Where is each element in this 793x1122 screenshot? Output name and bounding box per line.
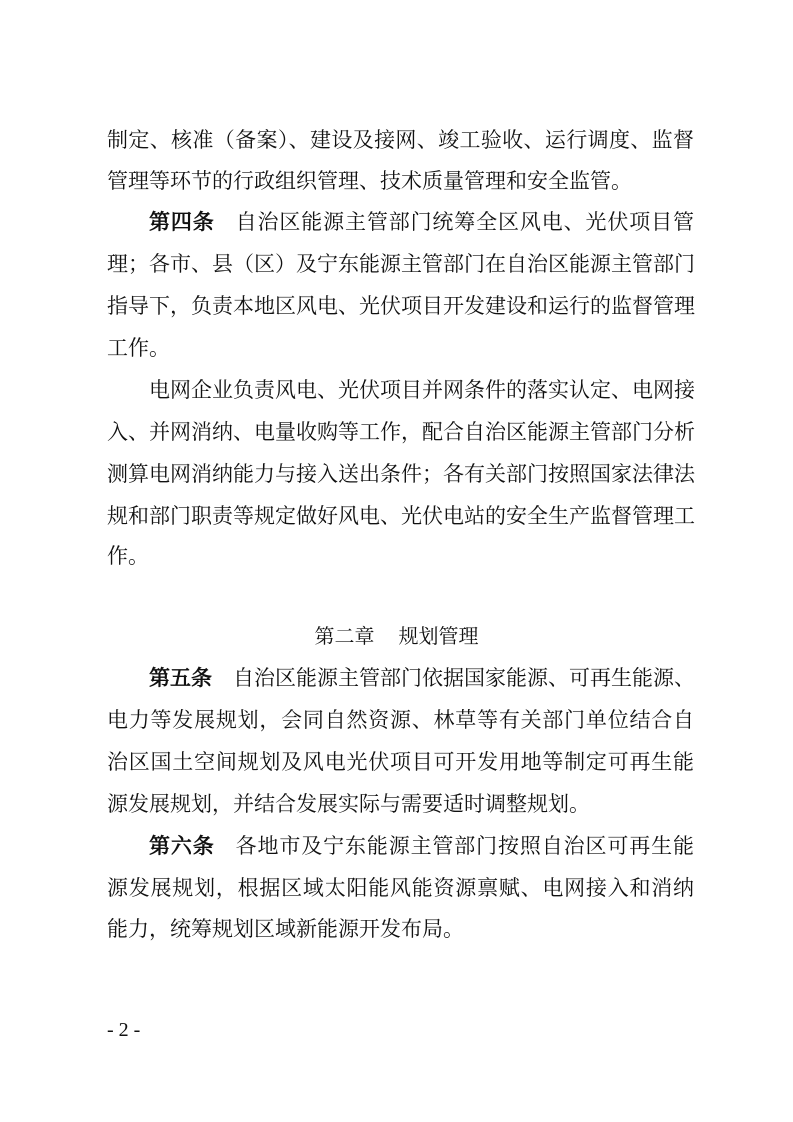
- article-text: 自治区能源主管部门依据国家能源、可再生能源、: [233, 666, 695, 690]
- paragraph-line: 源发展规划，根据区域太阳能风能资源禀赋、电网接入和消纳: [107, 876, 694, 900]
- chapter-number: 第二章: [314, 624, 375, 648]
- article-5-heading: 第五条: [149, 665, 212, 690]
- paragraph-line: 治区国土空间规划及风电光伏项目可开发用地等制定可再生能: [107, 750, 694, 774]
- article-5-line: [149, 657, 694, 699]
- article-text: 各地市及宁东能源主管部门按照自治区可再生能: [235, 834, 694, 858]
- article-text: 自治区能源主管部门统筹全区风电、光伏项目管: [235, 210, 694, 234]
- paragraph-line: 电网企业负责风电、光伏项目并网条件的落实认定、电网接: [149, 378, 695, 402]
- page-number: - 2 -: [107, 1019, 141, 1041]
- paragraph-line: 工作。: [107, 336, 170, 360]
- paragraph-line: 作。: [107, 544, 149, 568]
- paragraph-line: 能力，统筹规划区域新能源开发布局。: [107, 917, 464, 941]
- paragraph-line: 指导下，负责本地区风电、光伏项目开发建设和运行的监督管理: [107, 294, 695, 318]
- paragraph-line: 理；各市、县（区）及宁东能源主管部门在自治区能源主管部门: [107, 252, 695, 276]
- paragraph-line: 入、并网消纳、电量收购等工作，配合自治区能源主管部门分析: [107, 420, 695, 444]
- article-4-heading: 第四条: [149, 209, 215, 234]
- paragraph-line: 制定、核准（备案）、建设及接网、竣工验收、运行调度、监督: [107, 128, 694, 152]
- article-4-line: [149, 201, 694, 243]
- paragraph-line: 规和部门职责等规定做好风电、光伏电站的安全生产监督管理工: [107, 504, 695, 528]
- article-6-heading: 第六条: [149, 833, 215, 858]
- paragraph-line: 电力等发展规划，会同自然资源、林草等有关部门单位结合自: [107, 708, 694, 732]
- article-6-line: [149, 825, 694, 867]
- paragraph-line: 源发展规划，并结合发展实际与需要适时调整规划。: [107, 792, 590, 816]
- paragraph-line: 测算电网消纳能力与接入送出条件；各有关部门按照国家法律法: [107, 462, 695, 486]
- chapter-heading: [0, 615, 793, 657]
- paragraph-line: 管理等环节的行政组织管理、技术质量管理和安全监管。: [107, 169, 632, 193]
- chapter-title: 规划管理: [398, 624, 479, 648]
